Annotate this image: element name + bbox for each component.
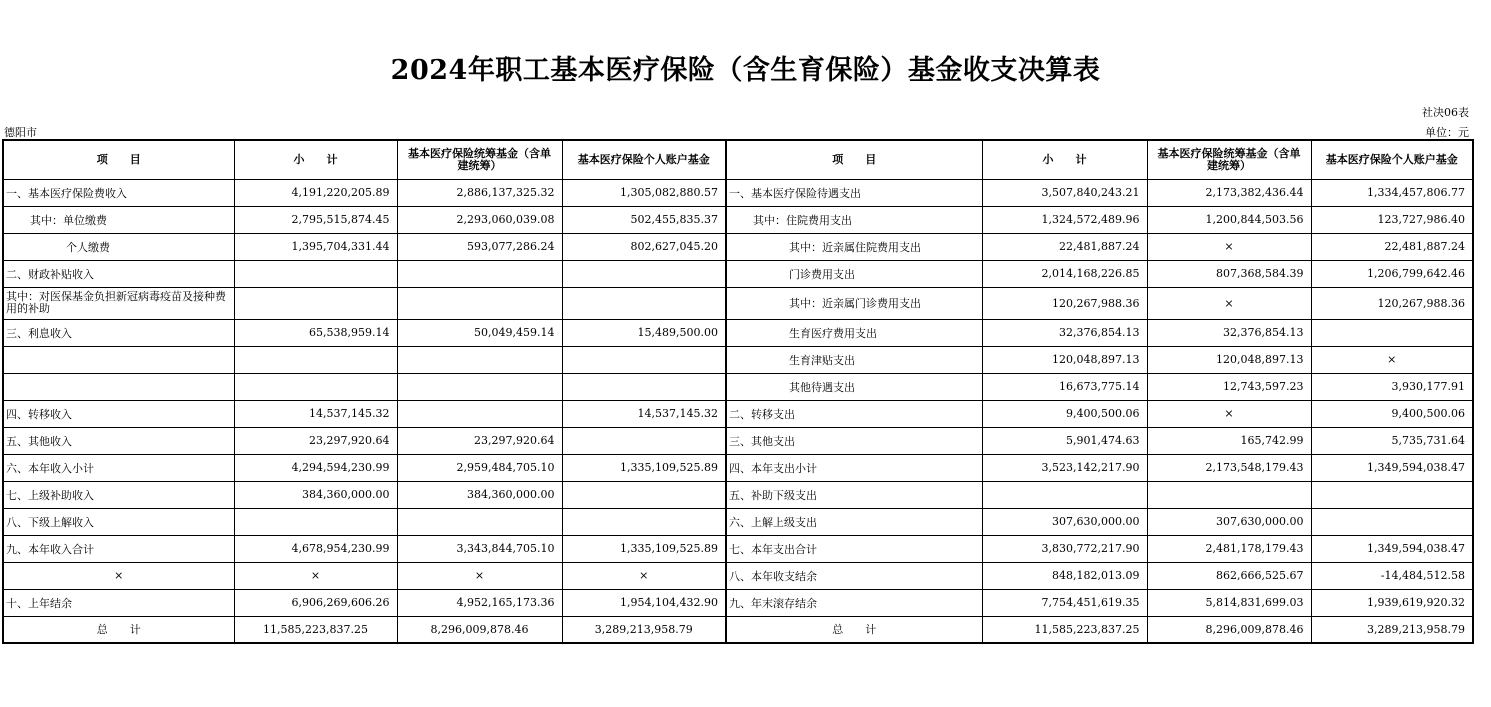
expense-subtotal-cell bbox=[982, 481, 1147, 508]
table-row bbox=[3, 481, 1473, 508]
income-pool-fund-cell: 593,077,286.24 bbox=[397, 233, 562, 260]
expense-item-cell: 六、上解上级支出 bbox=[726, 508, 982, 535]
expense-subtotal-cell: 3,830,772,217.90 bbox=[982, 535, 1147, 562]
page-title: 2024年职工基本医疗保险（含生育保险）基金收支决算表 bbox=[390, 55, 1101, 86]
expense-subtotal-cell: 307,630,000.00 bbox=[982, 508, 1147, 535]
income-subtotal-cell: 23,297,920.64 bbox=[234, 427, 397, 454]
expense-subtotal-cell: 7,754,451,619.35 bbox=[982, 589, 1147, 616]
income-subtotal-cell bbox=[234, 508, 397, 535]
table-row bbox=[3, 179, 1473, 206]
income-personal-fund-cell: 502,455,835.37 bbox=[562, 206, 726, 233]
income-personal-fund-cell: 1,954,104,432.90 bbox=[562, 589, 726, 616]
income-item-cell: 四、转移收入 bbox=[3, 400, 234, 427]
income-subtotal-cell bbox=[234, 287, 397, 319]
header-left-item: 项 目 bbox=[3, 140, 234, 179]
header-right-subtotal: 小 计 bbox=[982, 140, 1147, 179]
income-item-cell: × bbox=[3, 562, 234, 589]
income-subtotal-cell bbox=[234, 346, 397, 373]
expense-pool-fund-cell: × bbox=[1147, 233, 1311, 260]
expense-subtotal-cell: 3,523,142,217.90 bbox=[982, 454, 1147, 481]
expense-pool-fund-cell: 2,173,548,179.43 bbox=[1147, 454, 1311, 481]
table-row bbox=[3, 616, 1473, 643]
expense-subtotal-cell: 2,014,168,226.85 bbox=[982, 260, 1147, 287]
expense-item-cell: 九、年末滚存结余 bbox=[726, 589, 982, 616]
expense-item-cell: 七、本年支出合计 bbox=[726, 535, 982, 562]
expense-item-cell: 其他待遇支出 bbox=[726, 373, 982, 400]
expense-pool-fund-cell: × bbox=[1147, 287, 1311, 319]
expense-item-cell: 五、补助下级支出 bbox=[726, 481, 982, 508]
table-row bbox=[3, 373, 1473, 400]
expense-pool-fund-cell: 2,481,178,179.43 bbox=[1147, 535, 1311, 562]
income-subtotal-cell: 6,906,269,606.26 bbox=[234, 589, 397, 616]
table-row bbox=[3, 454, 1473, 481]
income-personal-fund-cell bbox=[562, 287, 726, 319]
income-personal-fund-cell: × bbox=[562, 562, 726, 589]
table-row bbox=[3, 535, 1473, 562]
income-personal-fund-cell: 14,537,145.32 bbox=[562, 400, 726, 427]
income-subtotal-cell: 384,360,000.00 bbox=[234, 481, 397, 508]
income-pool-fund-cell bbox=[397, 508, 562, 535]
table-row bbox=[3, 508, 1473, 535]
income-subtotal-cell: 1,395,704,331.44 bbox=[234, 233, 397, 260]
income-personal-fund-cell: 802,627,045.20 bbox=[562, 233, 726, 260]
expense-personal-fund-cell: 3,289,213,958.79 bbox=[1311, 616, 1473, 643]
expense-subtotal-cell: 5,901,474.63 bbox=[982, 427, 1147, 454]
expense-item-cell: 其中：近亲属门诊费用支出 bbox=[726, 287, 982, 319]
expense-pool-fund-cell: 8,296,009,878.46 bbox=[1147, 616, 1311, 643]
expense-pool-fund-cell: 120,048,897.13 bbox=[1147, 346, 1311, 373]
table-row bbox=[3, 346, 1473, 373]
income-pool-fund-cell: 8,296,009,878.46 bbox=[397, 616, 562, 643]
income-pool-fund-cell: 2,959,484,705.10 bbox=[397, 454, 562, 481]
income-pool-fund-cell bbox=[397, 373, 562, 400]
expense-personal-fund-cell: 1,334,457,806.77 bbox=[1311, 179, 1473, 206]
region-label: 德阳市 bbox=[4, 126, 37, 139]
table-row bbox=[3, 562, 1473, 589]
income-item-cell: 个人缴费 bbox=[3, 233, 234, 260]
expense-item-cell: 一、基本医疗保险待遇支出 bbox=[726, 179, 982, 206]
table-row bbox=[3, 589, 1473, 616]
income-personal-fund-cell: 3,289,213,958.79 bbox=[562, 616, 726, 643]
income-pool-fund-cell: 23,297,920.64 bbox=[397, 427, 562, 454]
header-right-item: 项 目 bbox=[726, 140, 982, 179]
income-item-cell: 三、利息收入 bbox=[3, 319, 234, 346]
fund-budget-table bbox=[2, 139, 1474, 644]
income-item-cell: 六、本年收入小计 bbox=[3, 454, 234, 481]
expense-pool-fund-cell: 32,376,854.13 bbox=[1147, 319, 1311, 346]
expense-personal-fund-cell: -14,484,512.58 bbox=[1311, 562, 1473, 589]
expense-pool-fund-cell: 1,200,844,503.56 bbox=[1147, 206, 1311, 233]
income-subtotal-cell bbox=[234, 373, 397, 400]
expense-item-cell: 二、转移支出 bbox=[726, 400, 982, 427]
income-item-cell bbox=[3, 346, 234, 373]
expense-item-cell: 生育医疗费用支出 bbox=[726, 319, 982, 346]
income-item-cell bbox=[3, 373, 234, 400]
header-left-personal-fund: 基本医疗保险个人账户基金 bbox=[562, 140, 726, 179]
expense-subtotal-cell: 11,585,223,837.25 bbox=[982, 616, 1147, 643]
table-row bbox=[3, 206, 1473, 233]
expense-pool-fund-cell: 307,630,000.00 bbox=[1147, 508, 1311, 535]
income-subtotal-cell: 2,795,515,874.45 bbox=[234, 206, 397, 233]
income-subtotal-cell: × bbox=[234, 562, 397, 589]
income-pool-fund-cell bbox=[397, 346, 562, 373]
expense-personal-fund-cell: 1,939,619,920.32 bbox=[1311, 589, 1473, 616]
income-subtotal-cell: 65,538,959.14 bbox=[234, 319, 397, 346]
expense-pool-fund-cell: 862,666,525.67 bbox=[1147, 562, 1311, 589]
income-personal-fund-cell bbox=[562, 481, 726, 508]
expense-item-cell: 生育津贴支出 bbox=[726, 346, 982, 373]
expense-subtotal-cell: 16,673,775.14 bbox=[982, 373, 1147, 400]
income-pool-fund-cell: × bbox=[397, 562, 562, 589]
expense-subtotal-cell: 848,182,013.09 bbox=[982, 562, 1147, 589]
income-subtotal-cell bbox=[234, 260, 397, 287]
table-row bbox=[3, 233, 1473, 260]
expense-subtotal-cell: 120,048,897.13 bbox=[982, 346, 1147, 373]
expense-personal-fund-cell: 120,267,988.36 bbox=[1311, 287, 1473, 319]
expense-pool-fund-cell: 165,742.99 bbox=[1147, 427, 1311, 454]
expense-item-cell: 其中：近亲属住院费用支出 bbox=[726, 233, 982, 260]
expense-subtotal-cell: 120,267,988.36 bbox=[982, 287, 1147, 319]
income-item-cell: 五、其他收入 bbox=[3, 427, 234, 454]
expense-personal-fund-cell: 123,727,986.40 bbox=[1311, 206, 1473, 233]
expense-item-cell: 其中：住院费用支出 bbox=[726, 206, 982, 233]
unit-label: 单位：元 bbox=[1425, 126, 1469, 139]
expense-item-cell: 四、本年支出小计 bbox=[726, 454, 982, 481]
expense-item-cell: 门诊费用支出 bbox=[726, 260, 982, 287]
expense-item-cell: 八、本年收支结余 bbox=[726, 562, 982, 589]
table-row bbox=[3, 400, 1473, 427]
expense-pool-fund-cell: 5,814,831,699.03 bbox=[1147, 589, 1311, 616]
header-right-personal-fund: 基本医疗保险个人账户基金 bbox=[1311, 140, 1473, 179]
income-pool-fund-cell bbox=[397, 260, 562, 287]
income-personal-fund-cell: 1,335,109,525.89 bbox=[562, 454, 726, 481]
header-right-pool-fund: 基本医疗保险统筹基金（含单建统筹） bbox=[1147, 140, 1311, 179]
income-item-cell: 七、上级补助收入 bbox=[3, 481, 234, 508]
expense-pool-fund-cell: 12,743,597.23 bbox=[1147, 373, 1311, 400]
table-row bbox=[3, 260, 1473, 287]
expense-pool-fund-cell: 2,173,382,436.44 bbox=[1147, 179, 1311, 206]
table-row bbox=[3, 427, 1473, 454]
table-row bbox=[3, 319, 1473, 346]
income-personal-fund-cell: 1,335,109,525.89 bbox=[562, 535, 726, 562]
income-pool-fund-cell: 4,952,165,173.36 bbox=[397, 589, 562, 616]
income-pool-fund-cell: 3,343,844,705.10 bbox=[397, 535, 562, 562]
income-item-cell: 其中：对医保基金负担新冠病毒疫苗及接种费用的补助 bbox=[3, 287, 234, 319]
expense-personal-fund-cell bbox=[1311, 508, 1473, 535]
expense-subtotal-cell: 1,324,572,489.96 bbox=[982, 206, 1147, 233]
income-personal-fund-cell: 1,305,082,880.57 bbox=[562, 179, 726, 206]
income-item-cell: 其中：单位缴费 bbox=[3, 206, 234, 233]
income-subtotal-cell: 4,678,954,230.99 bbox=[234, 535, 397, 562]
expense-personal-fund-cell: 1,206,799,642.46 bbox=[1311, 260, 1473, 287]
form-code: 社决06表 bbox=[1422, 106, 1469, 119]
expense-pool-fund-cell bbox=[1147, 481, 1311, 508]
income-personal-fund-cell bbox=[562, 260, 726, 287]
income-pool-fund-cell bbox=[397, 287, 562, 319]
income-subtotal-cell: 4,191,220,205.89 bbox=[234, 179, 397, 206]
expense-personal-fund-cell: 22,481,887.24 bbox=[1311, 233, 1473, 260]
expense-personal-fund-cell bbox=[1311, 319, 1473, 346]
expense-subtotal-cell: 32,376,854.13 bbox=[982, 319, 1147, 346]
income-pool-fund-cell: 2,886,137,325.32 bbox=[397, 179, 562, 206]
expense-personal-fund-cell: 9,400,500.06 bbox=[1311, 400, 1473, 427]
income-subtotal-cell: 4,294,594,230.99 bbox=[234, 454, 397, 481]
expense-subtotal-cell: 9,400,500.06 bbox=[982, 400, 1147, 427]
income-pool-fund-cell: 384,360,000.00 bbox=[397, 481, 562, 508]
income-item-cell: 二、财政补贴收入 bbox=[3, 260, 234, 287]
income-item-cell: 十、上年结余 bbox=[3, 589, 234, 616]
income-personal-fund-cell: 15,489,500.00 bbox=[562, 319, 726, 346]
income-personal-fund-cell bbox=[562, 373, 726, 400]
table-row bbox=[3, 287, 1473, 319]
expense-subtotal-cell: 22,481,887.24 bbox=[982, 233, 1147, 260]
income-pool-fund-cell: 50,049,459.14 bbox=[397, 319, 562, 346]
expense-subtotal-cell: 3,507,840,243.21 bbox=[982, 179, 1147, 206]
income-subtotal-cell: 14,537,145.32 bbox=[234, 400, 397, 427]
expense-item-cell: 总 计 bbox=[726, 616, 982, 643]
expense-personal-fund-cell: 3,930,177.91 bbox=[1311, 373, 1473, 400]
income-subtotal-cell: 11,585,223,837.25 bbox=[234, 616, 397, 643]
income-pool-fund-cell: 2,293,060,039.08 bbox=[397, 206, 562, 233]
header-left-subtotal: 小 计 bbox=[234, 140, 397, 179]
income-personal-fund-cell bbox=[562, 346, 726, 373]
expense-personal-fund-cell bbox=[1311, 481, 1473, 508]
expense-pool-fund-cell: 807,368,584.39 bbox=[1147, 260, 1311, 287]
header-left-pool-fund: 基本医疗保险统筹基金（含单建统筹） bbox=[397, 140, 562, 179]
expense-personal-fund-cell: 1,349,594,038.47 bbox=[1311, 454, 1473, 481]
income-item-cell: 八、下级上解收入 bbox=[3, 508, 234, 535]
income-item-cell: 一、基本医疗保险费收入 bbox=[3, 179, 234, 206]
income-personal-fund-cell bbox=[562, 427, 726, 454]
expense-personal-fund-cell: × bbox=[1311, 346, 1473, 373]
income-item-cell: 总 计 bbox=[3, 616, 234, 643]
expense-personal-fund-cell: 5,735,731.64 bbox=[1311, 427, 1473, 454]
income-pool-fund-cell bbox=[397, 400, 562, 427]
income-personal-fund-cell bbox=[562, 508, 726, 535]
table-header-row bbox=[3, 140, 1473, 179]
expense-item-cell: 三、其他支出 bbox=[726, 427, 982, 454]
expense-personal-fund-cell: 1,349,594,038.47 bbox=[1311, 535, 1473, 562]
expense-pool-fund-cell: × bbox=[1147, 400, 1311, 427]
income-item-cell: 九、本年收入合计 bbox=[3, 535, 234, 562]
